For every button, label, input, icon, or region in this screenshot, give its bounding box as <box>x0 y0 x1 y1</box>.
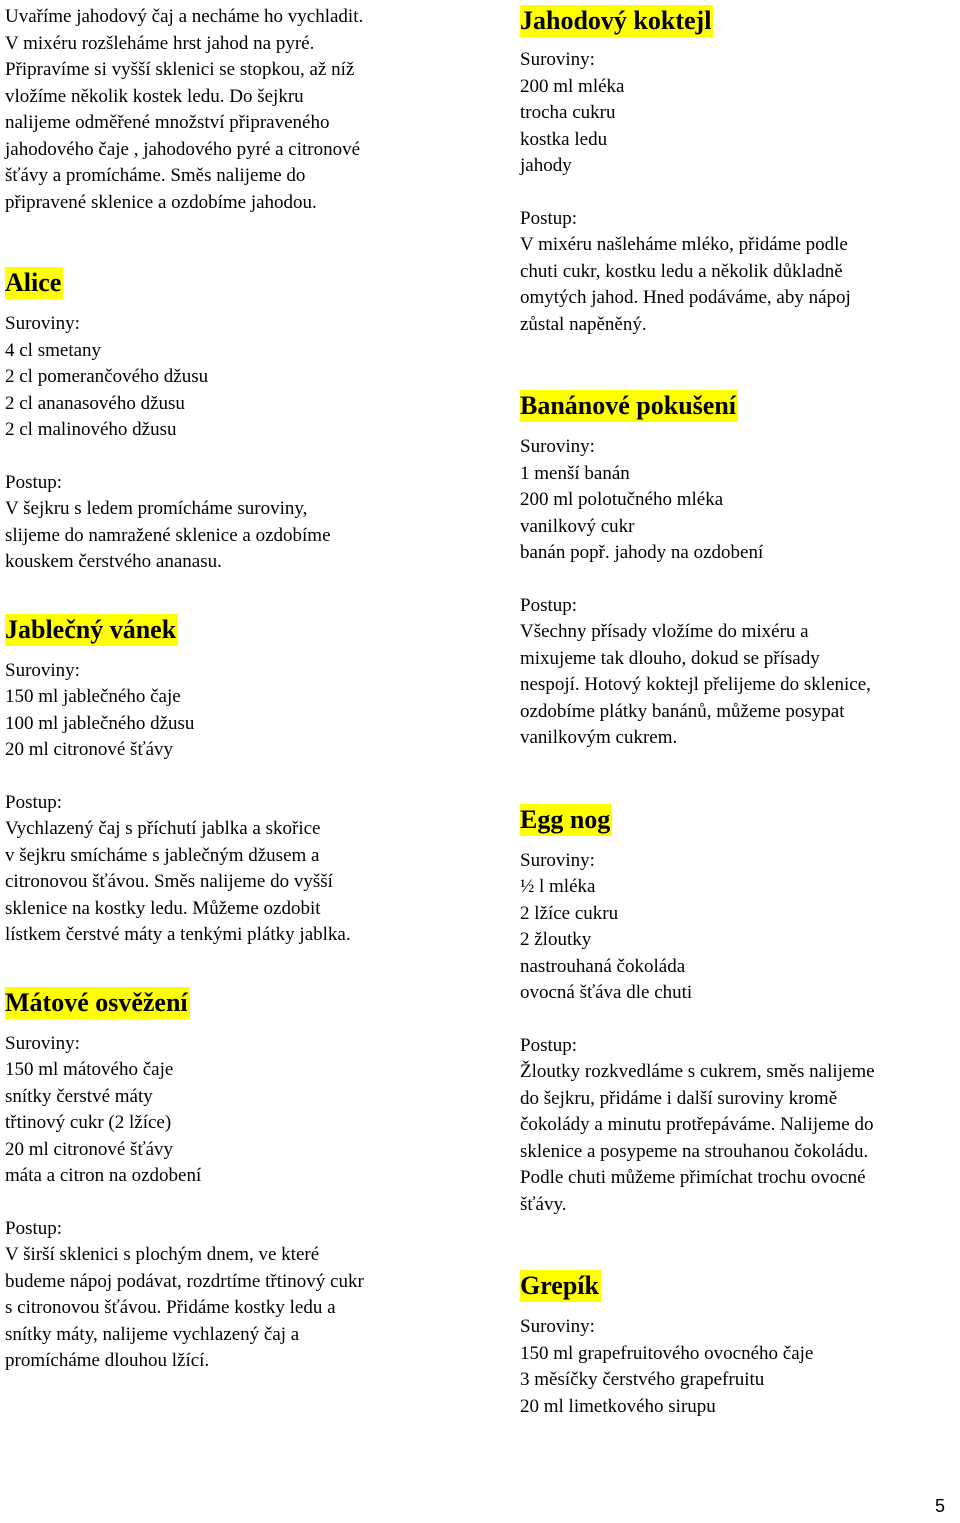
right-column <box>520 0 955 1420</box>
recipe-jablecny-vanek <box>5 614 475 949</box>
method-label: Postup: <box>520 207 578 229</box>
method-text: V šejkru s ledem promícháme suroviny, slijeme do namražené sklenice a ozdobíme kouskem čerstvého ananasu. <box>5 498 331 572</box>
recipe-title: Mátové osvěžení <box>5 987 188 1017</box>
method-label: Postup: <box>5 471 63 493</box>
method-text: Vychlazený čaj s příchutí jablka a skořice v šejkru smícháme s jablečným džusem a citronovou šťávou. Směs nalijeme do vyšší sklenice na kostky ledu. Můžeme ozdobit lístkem čerstvé máty a tenkými plátky jablka. <box>5 818 351 945</box>
ingredients-list: 150 ml grapefruitového ovocného čaje 3 měsíčky čerstvého grapefruitu 20 ml limetkového sirupu <box>520 1342 814 1417</box>
method-text: V širší sklenici s plochým dnem, ve které budeme nápoj podávat, rozdrtíme třtinový cukr s citronovou šťávou. Přidáme kostky ledu a snítky máty, nalijeme vychlazený čaj a promícháme dlouhou lžící. <box>5 1244 364 1371</box>
left-column <box>5 0 475 1375</box>
ingredients-label: Suroviny: <box>5 659 80 681</box>
method-label: Postup: <box>5 791 63 813</box>
recipe-title: Jahodový koktejl <box>520 6 712 35</box>
method-label: Postup: <box>5 1217 63 1239</box>
ingredients-label: Suroviny: <box>5 1032 80 1054</box>
ingredients-list: ½ l mléka 2 lžíce cukru 2 žloutky nastrouhaná čokoláda ovocná šťáva dle chuti <box>520 876 693 1003</box>
method-label: Postup: <box>520 1034 578 1056</box>
ingredients-label: Suroviny: <box>520 849 595 871</box>
ingredients-list: 4 cl smetany 2 cl pomerančového džusu 2 cl ananasového džusu 2 cl malinového džusu <box>5 339 209 440</box>
recipe-matove-osvezeni <box>5 987 475 1375</box>
ingredients-list: 1 menší banán 200 ml polotučného mléka vanilkový cukr banán popř. jahody na ozdobení <box>520 462 764 563</box>
ingredients-label: Suroviny: <box>520 436 595 457</box>
recipe-title: Alice <box>5 268 62 297</box>
ingredients-label: Suroviny: <box>520 49 595 70</box>
recipe-alice <box>5 267 475 576</box>
recipe-grepik <box>520 1270 955 1420</box>
recipe-title: Egg nog <box>520 804 611 834</box>
recipe-title: Banánové pokušení <box>520 391 737 420</box>
recipe-title: Grepík <box>520 1271 599 1300</box>
recipe-egg-nog <box>520 804 955 1219</box>
ingredients-list: 200 ml mléka trocha cukru kostka ledu jahody <box>520 75 625 176</box>
method-text: V mixéru našleháme mléko, přidáme podle chuti cukr, kostku ledu a několik důkladně omytých jahod. Hned podáváme, aby nápoj zůstal napěněný. <box>520 234 851 335</box>
ingredients-list: 150 ml jablečného čaje 100 ml jablečného džusu 20 ml citronové šťávy <box>5 686 195 760</box>
recipe-bananove-pokuseni <box>520 390 955 752</box>
ingredients-list: 150 ml mátového čaje snítky čerstvé máty třtinový cukr (2 lžíce) 20 ml citronové šťávy máta a citron na ozdobení <box>5 1059 202 1186</box>
intro-paragraph: Uvaříme jahodový čaj a necháme ho vychladit. V mixéru rozšleháme hrst jahod na pyré. Připravíme si vyšší sklenici se stopkou, až níž vložíme několik kostek ledu. Do šejkru nalijeme odměřené množství připraveného jahodového čaje , jahodového pyré a citronové šťávy a promícháme. Směs nalijeme do připravené sklenice a ozdobíme jahodou. <box>5 6 364 213</box>
recipe-jahodovy-koktejl <box>520 5 955 338</box>
recipe-title: Jablečný vánek <box>5 614 177 644</box>
method-text: Všechny přísady vložíme do mixéru a mixujeme tak dlouho, dokud se přísady nespojí. Hotový koktejl přelijeme do sklenice, ozdobíme plátky banánů, můžeme posypat vanilkovým cukrem. <box>520 621 871 748</box>
method-text: Žloutky rozkvedláme s cukrem, směs nalijeme do šejkru, přidáme i další suroviny kromě čokolády a minutu protřepáváme. Nalijeme do sklenice a posypeme na strouhanou čokoládu. Podle chuti můžeme přimíchat trochu ovocné šťávy. <box>520 1061 875 1215</box>
ingredients-label: Suroviny: <box>520 1316 595 1337</box>
page-number: 5 <box>935 1496 946 1516</box>
ingredients-label: Suroviny: <box>5 313 80 334</box>
method-label: Postup: <box>520 594 578 616</box>
